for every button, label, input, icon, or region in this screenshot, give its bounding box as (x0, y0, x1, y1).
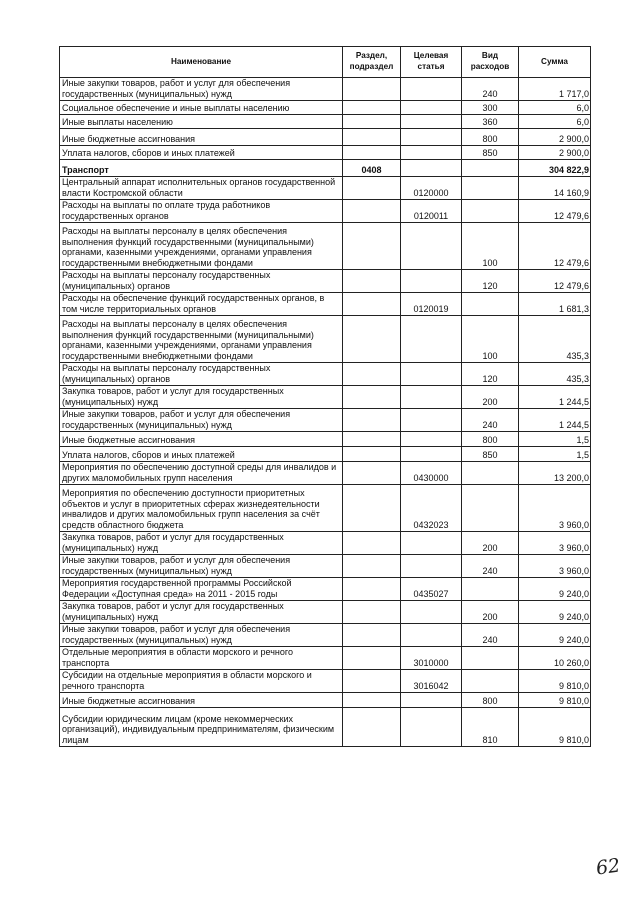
cell-target (401, 624, 462, 647)
cell-section (343, 670, 401, 693)
table-row (60, 578, 591, 601)
table-row (60, 601, 591, 624)
cell-type: 360 (462, 115, 519, 129)
cell-sum: 3 960,0 (519, 532, 591, 555)
table-row (60, 647, 591, 670)
cell-type (462, 647, 519, 670)
table-header-row (60, 47, 591, 78)
cell-type (462, 485, 519, 532)
table-row (60, 270, 591, 293)
cell-name: Иные закупки товаров, работ и услуг для обеспечения государственных (муниципальных) нужд (60, 78, 343, 101)
table-row (60, 293, 591, 316)
cell-name: Иные бюджетные ассигнования (60, 693, 343, 708)
cell-section (343, 293, 401, 316)
cell-sum: 13 200,0 (519, 462, 591, 485)
cell-type: 100 (462, 223, 519, 270)
cell-section (343, 432, 401, 447)
cell-sum: 435,3 (519, 316, 591, 363)
cell-section (343, 555, 401, 578)
cell-sum: 9 810,0 (519, 693, 591, 708)
cell-section (343, 101, 401, 115)
cell-target (401, 601, 462, 624)
cell-type: 240 (462, 624, 519, 647)
cell-section (343, 129, 401, 146)
cell-sum: 2 900,0 (519, 146, 591, 160)
cell-target: 0432023 (401, 485, 462, 532)
cell-name: Расходы на обеспечение функций государственных органов, в том числе территориальных органов (60, 293, 343, 316)
cell-type: 850 (462, 146, 519, 160)
cell-target (401, 146, 462, 160)
cell-name: Иные бюджетные ассигнования (60, 432, 343, 447)
page-number: 62 (594, 854, 622, 880)
cell-name: Транспорт (60, 160, 343, 177)
cell-sum: 1 717,0 (519, 78, 591, 101)
cell-target: 0120019 (401, 293, 462, 316)
cell-type: 240 (462, 78, 519, 101)
table-row (60, 485, 591, 532)
table-row (60, 160, 591, 177)
cell-target (401, 409, 462, 432)
cell-section (343, 223, 401, 270)
cell-sum: 12 479,6 (519, 200, 591, 223)
cell-name: Субсидии юридическим лицам (кроме некоммерческих организаций), индивидуальным предпринимателям, физическим лицам (60, 708, 343, 747)
cell-type: 800 (462, 693, 519, 708)
cell-section (343, 624, 401, 647)
cell-sum: 1,5 (519, 432, 591, 447)
cell-type (462, 578, 519, 601)
header-name: Наименование (60, 47, 343, 78)
cell-target (401, 363, 462, 386)
cell-sum: 1 244,5 (519, 409, 591, 432)
cell-target (401, 101, 462, 115)
cell-name: Мероприятия государственной программы Российской Федерации «Доступная среда» на 2011 - 2015 годы (60, 578, 343, 601)
cell-sum: 1 244,5 (519, 386, 591, 409)
cell-type: 200 (462, 386, 519, 409)
cell-section (343, 316, 401, 363)
cell-section (343, 601, 401, 624)
cell-name: Закупка товаров, работ и услуг для государственных (муниципальных) нужд (60, 601, 343, 624)
table-row (60, 200, 591, 223)
cell-sum: 2 900,0 (519, 129, 591, 146)
cell-sum: 9 240,0 (519, 624, 591, 647)
cell-target (401, 160, 462, 177)
table-row (60, 115, 591, 129)
cell-sum: 14 160,9 (519, 177, 591, 200)
table-row (60, 363, 591, 386)
cell-name: Социальное обеспечение и иные выплаты населению (60, 101, 343, 115)
cell-name: Расходы на выплаты персоналу в целях обеспечения выполнения функций государственными (муниципальными) органами, казенными учреждениями, органами управления государственными внебюджетными фондами (60, 316, 343, 363)
cell-name: Расходы на выплаты по оплате труда работников государственных органов (60, 200, 343, 223)
table-row (60, 532, 591, 555)
table-body (60, 78, 591, 747)
table-row (60, 386, 591, 409)
cell-name: Расходы на выплаты персоналу государственных (муниципальных) органов (60, 270, 343, 293)
cell-type: 240 (462, 555, 519, 578)
cell-name: Закупка товаров, работ и услуг для государственных (муниципальных) нужд (60, 532, 343, 555)
cell-target (401, 115, 462, 129)
cell-sum: 435,3 (519, 363, 591, 386)
cell-name: Иные закупки товаров, работ и услуг для обеспечения государственных (муниципальных) нужд (60, 409, 343, 432)
table-row (60, 78, 591, 101)
cell-type (462, 200, 519, 223)
cell-name: Субсидии на отдельные мероприятия в области морского и речного транспорта (60, 670, 343, 693)
table-row (60, 129, 591, 146)
cell-target: 3010000 (401, 647, 462, 670)
table-row (60, 146, 591, 160)
table-row (60, 462, 591, 485)
cell-section (343, 485, 401, 532)
cell-type: 240 (462, 409, 519, 432)
cell-sum: 3 960,0 (519, 555, 591, 578)
cell-sum: 1 681,3 (519, 293, 591, 316)
cell-type: 200 (462, 532, 519, 555)
header-section: Раздел, подраздел (343, 47, 401, 78)
cell-name: Расходы на выплаты персоналу в целях обеспечения выполнения функций государственными (муниципальными) органами, казенными учреждениями, органами управления государственными внебюджетными фондами (60, 223, 343, 270)
cell-name: Уплата налогов, сборов и иных платежей (60, 447, 343, 462)
cell-type: 810 (462, 708, 519, 747)
cell-sum: 10 260,0 (519, 647, 591, 670)
cell-type: 120 (462, 363, 519, 386)
cell-section: 0408 (343, 160, 401, 177)
cell-name: Расходы на выплаты персоналу государственных (муниципальных) органов (60, 363, 343, 386)
cell-section (343, 447, 401, 462)
cell-section (343, 146, 401, 160)
cell-name: Иные бюджетные ассигнования (60, 129, 343, 146)
cell-target: 0435027 (401, 578, 462, 601)
cell-sum: 9 810,0 (519, 708, 591, 747)
cell-type: 100 (462, 316, 519, 363)
cell-section (343, 115, 401, 129)
table-row (60, 693, 591, 708)
cell-target: 3016042 (401, 670, 462, 693)
table-row (60, 409, 591, 432)
cell-type (462, 670, 519, 693)
cell-name: Мероприятия по обеспечению доступности приоритетных объектов и услуг в приоритетных сферах жизнедеятельности инвалидов и других маломобильных групп населения за счёт средств областного бюджета (60, 485, 343, 532)
cell-target: 0430000 (401, 462, 462, 485)
cell-section (343, 578, 401, 601)
cell-type (462, 160, 519, 177)
cell-sum: 6,0 (519, 101, 591, 115)
cell-type: 120 (462, 270, 519, 293)
table-row (60, 670, 591, 693)
table-row (60, 101, 591, 115)
cell-sum: 12 479,6 (519, 270, 591, 293)
cell-target (401, 223, 462, 270)
cell-target (401, 447, 462, 462)
cell-type (462, 462, 519, 485)
cell-target (401, 693, 462, 708)
cell-name: Центральный аппарат исполнительных органов государственной власти Костромской области (60, 177, 343, 200)
cell-section (343, 363, 401, 386)
cell-type: 200 (462, 601, 519, 624)
cell-section (343, 177, 401, 200)
budget-table (59, 46, 591, 747)
cell-target (401, 129, 462, 146)
cell-name: Закупка товаров, работ и услуг для государственных (муниципальных) нужд (60, 386, 343, 409)
cell-section (343, 200, 401, 223)
cell-target (401, 386, 462, 409)
cell-type: 800 (462, 432, 519, 447)
table-row (60, 432, 591, 447)
cell-target (401, 555, 462, 578)
cell-sum: 3 960,0 (519, 485, 591, 532)
cell-section (343, 386, 401, 409)
cell-target: 0120000 (401, 177, 462, 200)
cell-type: 800 (462, 129, 519, 146)
cell-sum: 6,0 (519, 115, 591, 129)
cell-type (462, 293, 519, 316)
cell-sum: 12 479,6 (519, 223, 591, 270)
cell-target (401, 532, 462, 555)
cell-section (343, 78, 401, 101)
cell-section (343, 693, 401, 708)
table-row (60, 316, 591, 363)
cell-section (343, 532, 401, 555)
cell-name: Иные выплаты населению (60, 115, 343, 129)
cell-name: Иные закупки товаров, работ и услуг для обеспечения государственных (муниципальных) нужд (60, 624, 343, 647)
cell-target: 0120011 (401, 200, 462, 223)
cell-sum: 1,5 (519, 447, 591, 462)
cell-section (343, 708, 401, 747)
cell-type: 850 (462, 447, 519, 462)
header-sum: Сумма (519, 47, 591, 78)
cell-type (462, 177, 519, 200)
cell-sum: 9 240,0 (519, 601, 591, 624)
cell-sum: 9 810,0 (519, 670, 591, 693)
cell-name: Мероприятия по обеспечению доступной среды для инвалидов и других маломобильных групп населения (60, 462, 343, 485)
cell-type: 300 (462, 101, 519, 115)
table-row (60, 447, 591, 462)
cell-section (343, 409, 401, 432)
cell-section (343, 462, 401, 485)
cell-target (401, 432, 462, 447)
cell-section (343, 270, 401, 293)
cell-target (401, 270, 462, 293)
cell-sum: 304 822,9 (519, 160, 591, 177)
cell-target (401, 316, 462, 363)
table-row (60, 624, 591, 647)
cell-target (401, 708, 462, 747)
header-target: Целевая статья (401, 47, 462, 78)
cell-name: Уплата налогов, сборов и иных платежей (60, 146, 343, 160)
cell-name: Отдельные мероприятия в области морского и речного транспорта (60, 647, 343, 670)
table-row (60, 177, 591, 200)
cell-sum: 9 240,0 (519, 578, 591, 601)
header-type: Вид расходов (462, 47, 519, 78)
table-row (60, 708, 591, 747)
table-row (60, 223, 591, 270)
table-row (60, 555, 591, 578)
cell-name: Иные закупки товаров, работ и услуг для обеспечения государственных (муниципальных) нужд (60, 555, 343, 578)
cell-target (401, 78, 462, 101)
cell-section (343, 647, 401, 670)
